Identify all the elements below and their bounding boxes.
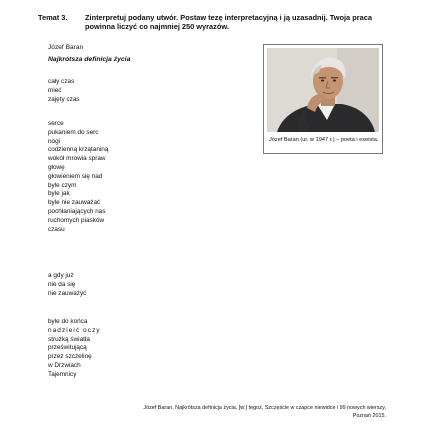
poem-line: ruchomych piasków <box>48 216 105 224</box>
poem-line: byle do końca <box>48 318 88 325</box>
task-text: Zinterpretuj podany utwór. Postaw tezę interpretacyjną i ją uzasadnij. Twoja praca powinna liczyć co najmniej 250 wyrazów. <box>85 13 372 31</box>
poem-line: nie da się <box>48 280 76 288</box>
portrait-illustration <box>267 48 379 132</box>
poem-line: Tajemnicy <box>48 370 77 378</box>
poem-line: wokół mrowia spraw <box>48 155 106 163</box>
author-photo-card <box>263 44 383 154</box>
poem-line: byle jak <box>48 190 70 198</box>
poem-line: głowieniem się nad <box>48 172 103 180</box>
source-citation <box>80 404 386 420</box>
poem-line: głowę <box>48 163 65 171</box>
task-number: Temat 3. <box>38 13 68 22</box>
poem-line: pochłaniających nas <box>48 207 106 215</box>
poem-line: pukaniem do serc <box>48 128 99 136</box>
poem-title: Najkrótsza definicja życia <box>48 56 131 63</box>
poem-line: a gdy już <box>48 272 74 279</box>
poem-line: strużką światła <box>48 335 90 343</box>
stanza-2 <box>48 120 108 234</box>
poem-line: przez szczelinę <box>48 353 92 361</box>
poem-line: nogi <box>48 137 61 145</box>
poem-line: serce <box>48 120 64 127</box>
poem-line: nadzieić oczy <box>48 326 101 334</box>
poem-line: prześwitującą <box>48 344 87 352</box>
task-prompt <box>38 13 398 31</box>
poem-line: czasu <box>48 225 65 233</box>
poem-author: Józef Baran <box>48 44 84 51</box>
stanza-3 <box>48 272 86 298</box>
stanza-4 <box>48 318 101 380</box>
poem-line: cały czas <box>48 78 75 85</box>
citation-line-1: Józef Baran, Najkrótsza definicja życia, [w:] tegoż, Szczęście w czapce niewidce i 99 nowych wierszy, <box>143 405 386 411</box>
poem-line: byle nie zauważać <box>48 199 101 207</box>
poem-line: codzienną krzątaniną <box>48 146 109 154</box>
poem-line: byle czym <box>48 181 77 189</box>
author-portrait-image <box>267 48 379 132</box>
poem-line: zajęty czas <box>48 95 80 103</box>
stanza-1 <box>48 78 80 104</box>
poem-line: mieć <box>48 86 62 94</box>
citation-line-2: Poznań 2015. <box>352 413 386 419</box>
photo-caption: Józef Baran (ur. w 1947 r.) – poeta i eseista. <box>269 137 379 143</box>
poem-line: nie zauważyć <box>48 289 87 297</box>
poem-line: w Drzwiach <box>48 361 81 369</box>
